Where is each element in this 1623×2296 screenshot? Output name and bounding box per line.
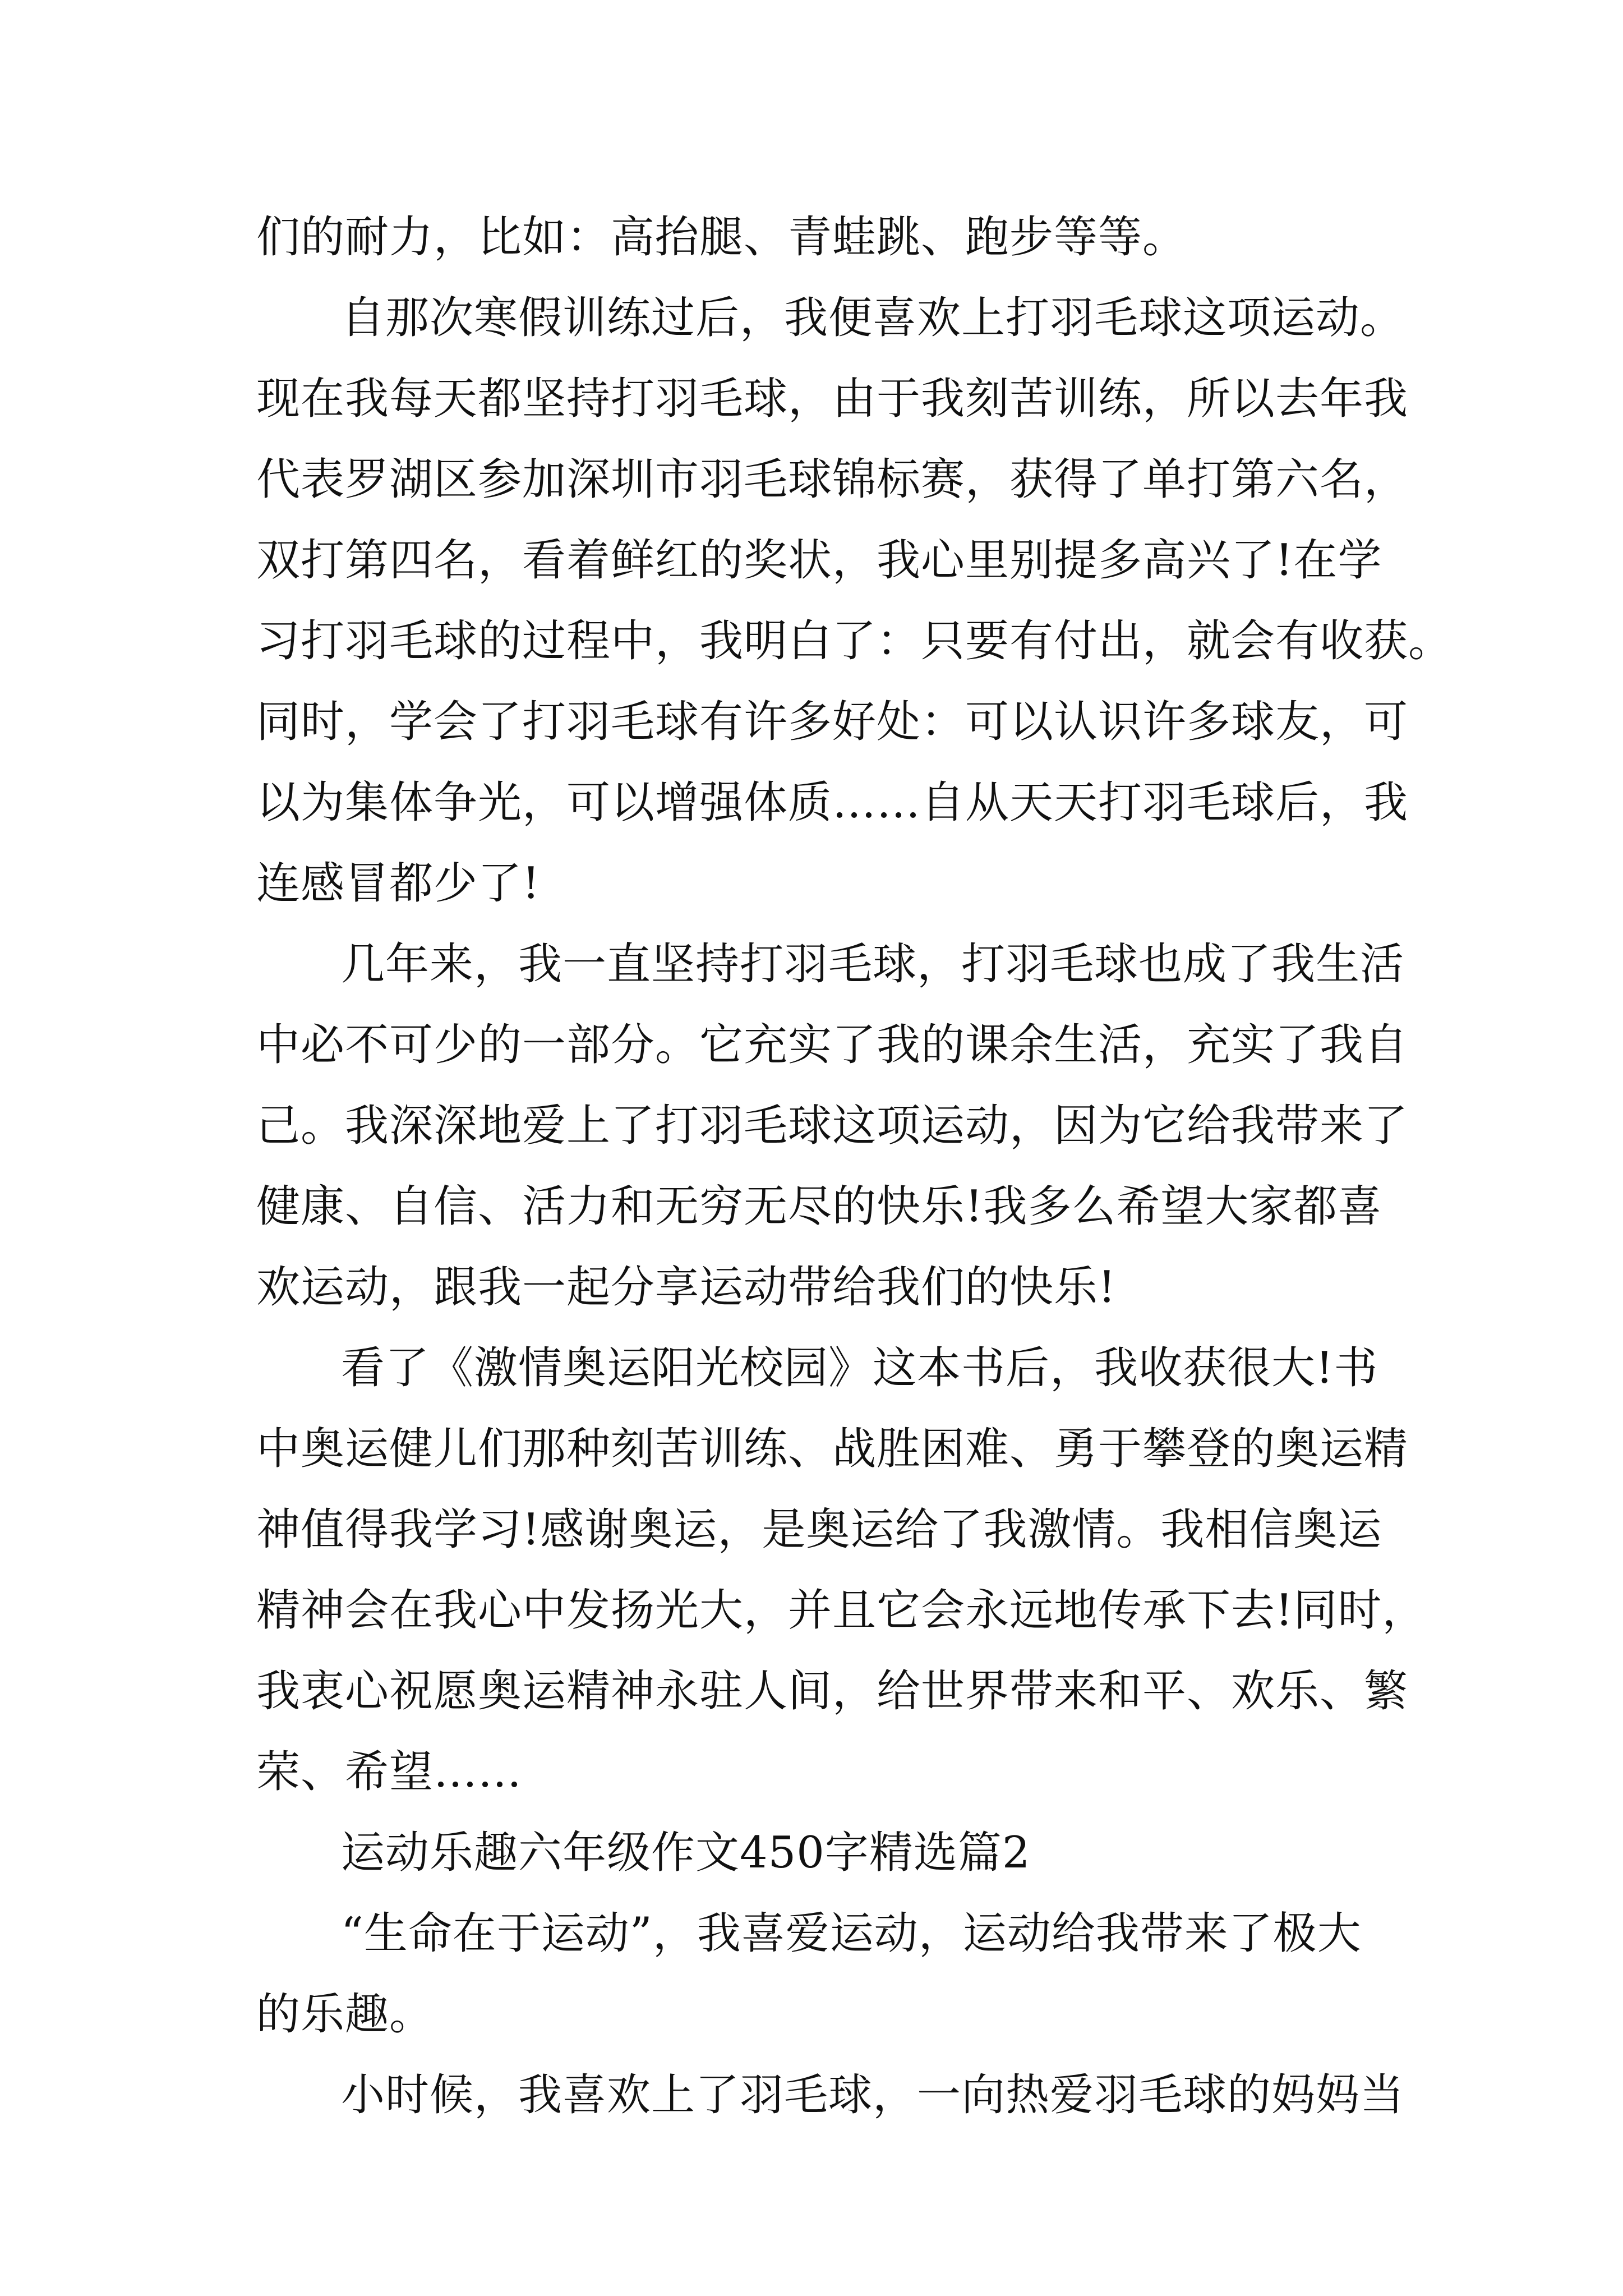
text-line: 代表罗湖区参加深圳市羽毛球锦标赛，获得了单打第六名，: [256, 454, 1409, 505]
text-line: 同时，学会了打羽毛球有许多好处：可以认识许多球友，可: [256, 697, 1409, 747]
text-line: 中必不可少的一部分。它充实了我的课余生活，充实了我自: [256, 1020, 1409, 1070]
text-line: 双打第四名，看着鲜红的奖状，我心里别提多高兴了!在学: [256, 535, 1382, 586]
text-line: 现在我每天都坚持打羽毛球，由于我刻苦训练，所以去年我: [256, 374, 1409, 424]
text-line: 我衷心祝愿奥运精神永驻人间，给世界带来和平、欢乐、繁: [256, 1666, 1409, 1717]
text-line: 的乐趣。: [256, 1989, 434, 2040]
text-line: 神值得我学习!感谢奥运，是奥运给了我激情。我相信奥运: [256, 1504, 1382, 1555]
text-line: 健康、自信、活力和无穷无尽的快乐!我多么希望大家都喜: [256, 1181, 1382, 1232]
text-line: 欢运动，跟我一起分享运动带给我们的快乐!: [256, 1262, 1117, 1313]
text-line: 己。我深深地爱上了打羽毛球这项运动，因为它给我带来了: [256, 1101, 1409, 1151]
text-line: 们的耐力，比如：高抬腿、青蛙跳、跑步等等。: [256, 212, 1187, 263]
text-line: 自那次寒假训练过后，我便喜欢上打羽毛球这项运动。: [341, 293, 1405, 343]
section-heading: 运动乐趣六年级作文450字精选篇2: [341, 1828, 1031, 1878]
text-line: “生命在于运动”，我喜爱运动，运动给我带来了极大: [341, 1908, 1362, 1959]
text-line: 以为集体争光，可以增强体质……自从天天打羽毛球后，我: [256, 777, 1409, 828]
text-line: 习打羽毛球的过程中，我明白了：只要有付出，就会有收获。: [256, 616, 1453, 666]
text-line: 精神会在我心中发扬光大，并且它会永远地传承下去!同时，: [256, 1585, 1427, 1636]
text-line: 荣、希望……: [256, 1747, 523, 1797]
text-line: 连感冒都少了!: [256, 858, 541, 909]
text-line: 看了《激情奥运阳光校园》这本书后，我收获很大!书: [341, 1343, 1378, 1393]
text-line: 几年来，我一直坚持打羽毛球，打羽毛球也成了我生活: [341, 939, 1405, 990]
text-line: 中奥运健儿们那种刻苦训练、战胜困难、勇于攀登的奥运精: [256, 1424, 1409, 1474]
text-line: 小时候，我喜欢上了羽毛球，一向热爱羽毛球的妈妈当: [341, 2070, 1405, 2120]
